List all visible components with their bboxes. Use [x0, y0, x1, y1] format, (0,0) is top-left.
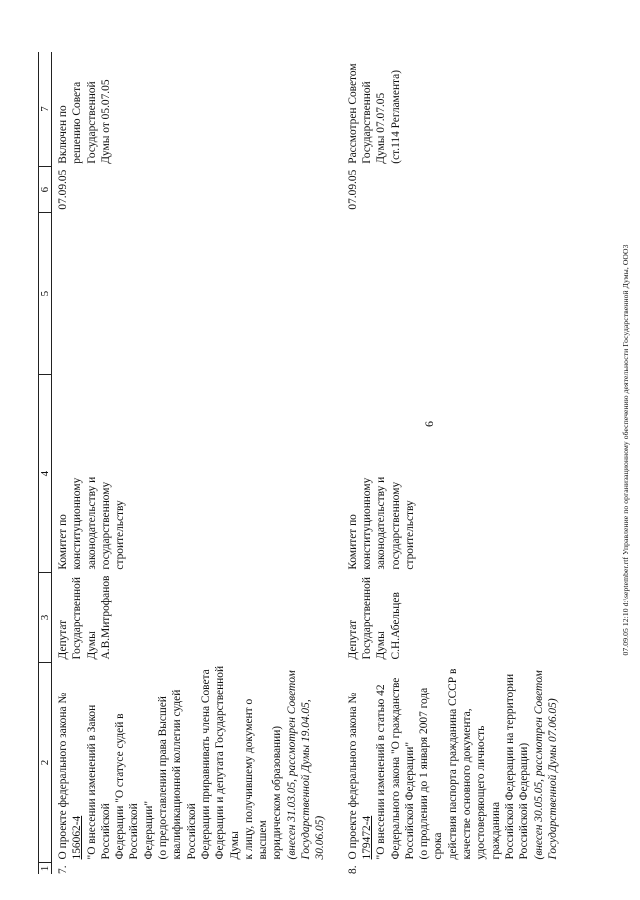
date: 07.09.05: [346, 169, 359, 210]
bill-number: 156062-4: [71, 815, 84, 860]
column-number-row: [39, 52, 52, 874]
column-number: 7: [39, 52, 52, 167]
responsible-committee: Комитет по конституционному законодательству и государственному строительству: [57, 476, 127, 570]
bill-number: 179472-4: [360, 815, 373, 860]
table-row: [342, 52, 574, 874]
row-number: 8.: [346, 865, 359, 874]
bill-description: [52, 662, 342, 862]
status: Рассмотрен Советом Государственной Думы 07.07.05 (ст.114 Регламента): [346, 63, 402, 164]
column-5-cell: [342, 213, 574, 375]
bill-title-prefix: О проекте федерального закона №: [346, 692, 359, 860]
initiator: Депутат Государственной Думы А.В.Митрофанов: [57, 575, 112, 660]
bill-title: "О внесении изменений в статью 42 Федерального закона "О гражданстве Российской Федерации" (о продлении до 1 января 2007 года срока действия паспорта гражданина СССР в качестве основного документа, удостоверяющего личность гражданина Российской Федерации на территории Российской Федерации): [375, 668, 531, 860]
page-number: 6: [422, 421, 436, 427]
bill-title: "О внесении изменений в Закон Российской Федерации "О статусе судей в Российской Федерации" (о предоставлении права Высшей квалификационной коллегии судей Российской Федерации приравнивать члена Совета Федерации и депутата Государственной Думы к лицу, получившему документ о высшем юридическом образовании): [85, 665, 284, 860]
initiator: Депутат Государственной Думы С.Н.Абельцев: [346, 577, 402, 660]
table-row: [52, 52, 342, 874]
bill-title-prefix: О проекте федерального закона №: [57, 692, 69, 860]
row-number: 7.: [57, 865, 69, 874]
bill-note: (внесен 30.05.05, рассмотрен Советом Государственной Думы 07.06.05): [532, 670, 559, 860]
responsible-committee: Комитет по конституционному законодательству и государственному строительству: [346, 476, 416, 570]
column-5-cell: [52, 213, 342, 375]
column-number: 4: [39, 375, 52, 573]
date: 07.09.05: [57, 169, 69, 210]
bill-note: (внесен 31.03.05, рассмотрен Советом Государственной Думы 19.04.05, 30.06.05): [285, 670, 327, 860]
column-number: 3: [39, 573, 52, 663]
bill-description: [342, 662, 574, 862]
status: Включен по решению Совета Государственной Думы от 05.07.05: [57, 79, 112, 164]
column-number: 2: [39, 662, 52, 862]
footer: 07.09.05 12:10 d:\september.rtf Управление по организационному обеспечению деятельности Государственной Думы, ООО3: [621, 244, 630, 656]
bills-table: [38, 52, 574, 874]
column-number: 5: [39, 213, 52, 375]
column-number: 1: [39, 862, 52, 874]
column-number: 6: [39, 167, 52, 213]
